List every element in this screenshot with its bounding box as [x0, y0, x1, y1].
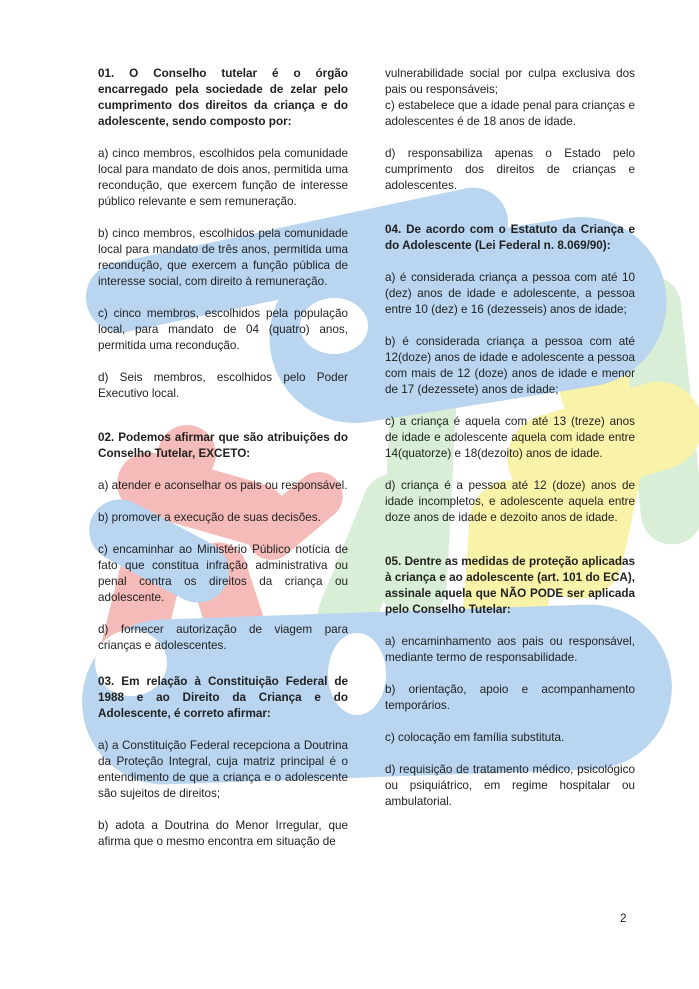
question-05-option-c: c) colocação em família substituta. [385, 731, 565, 744]
question-05-option-b: b) orientação, apoio e acompanhamento temporários. [385, 683, 635, 712]
question-03-header: 03. Em relação à Constituição Federal de 1988 e ao Direito da Criança e do Adolescente, é correto afirmar: [98, 675, 348, 720]
question-01-option-d: d) Seis membros, escolhidos pelo Poder Executivo local. [98, 371, 348, 400]
question-02-option-b: b) promover a execução de suas decisões. [98, 511, 321, 524]
question-01-option-b: b) cinco membros, escolhidos pela comunidade local para mandato de três anos, permitida uma recondução, que exercem a função pública de interesse social, com direito à remuneração. [98, 227, 348, 288]
question-05-option-d: d) requisição de tratamento médico, psicológico ou psiquiátrico, em regime hospitalar ou ambulatorial. [385, 763, 635, 808]
question-05-option-a: a) encaminhamento aos pais ou responsável, mediante termo de responsabilidade. [385, 635, 635, 664]
question-03-option-b: b) adota a Doutrina do Menor Irregular, que afirma que o mesmo encontra em situação de [98, 819, 348, 848]
page-number: 2 [620, 912, 627, 925]
two-column-text [98, 66, 635, 850]
question-04-option-c: c) a criança é aquela com até 13 (treze) anos de idade e adolescente aquela com idade entre 14(quatorze) e 18(dezoito) anos de idade. [385, 415, 635, 460]
question-04-option-b: b) é considerada criança a pessoa com até 12(doze) anos de idade e adolescente a pessoa com mais de 12 (doze) anos de idade e menor de 17 (dezessete) anos de idade; [385, 335, 635, 396]
question-02-header: 02. Podemos afirmar que são atribuições do Conselho Tutelar, EXCETO: [98, 431, 348, 460]
question-03-option-c: c) estabelece que a idade penal para crianças e adolescentes é de 18 anos de idade. [385, 99, 635, 128]
question-02-option-d: d) fornecer autorização de viagem para crianças e adolescentes. [98, 623, 348, 652]
question-04-header: 04. De acordo com o Estatuto da Criança e do Adolescente (Lei Federal n. 8.069/90): [385, 223, 635, 252]
question-02-option-a: a) atender e aconselhar os pais ou responsável. [98, 479, 348, 492]
question-01-option-a: a) cinco membros, escolhidos pela comunidade local para mandato de dois anos, permitida uma recondução, que exercem função de interesse público relevante e sem remuneração. [98, 147, 348, 208]
question-01-header: 01. O Conselho tutelar é o órgão encarregado pela sociedade de zelar pelo cumprimento dos direitos da criança e do adolescente, sendo composto por: [98, 67, 348, 128]
question-01-option-c: c) cinco membros, escolhidos pela população local, para mandato de 04 (quatro) anos, permitida uma recondução. [98, 307, 348, 352]
question-04-option-a: a) é considerada criança a pessoa com até 10 (dez) anos de idade e adolescente, a pessoa entre 10 (dez) e 16 (dezesseis) anos de idade; [385, 271, 635, 316]
question-03-option-b-continued: vulnerabilidade social por culpa exclusiva dos pais ou responsáveis; [385, 67, 635, 96]
right-column [385, 66, 635, 850]
question-05-header: 05. Dentre as medidas de proteção aplicadas à criança e ao adolescente (art. 101 do ECA), assinale aquela que NÃO PODE ser aplicada pelo Conselho Tutelar: [385, 555, 635, 616]
question-03-option-d: d) responsabiliza apenas o Estado pelo cumprimento dos direitos de crianças e adolescentes. [385, 147, 635, 192]
question-03-option-a: a) a Constituição Federal recepciona a Doutrina da Proteção Integral, cuja matriz principal é o entendimento de que a criança e o adolescente são sujeitos de direitos; [98, 739, 348, 800]
question-04-option-d: d) criança é a pessoa até 12 (doze) anos de idade incompletos, e adolescente aquela entre doze anos de idade e dezoito anos de idade. [385, 479, 635, 524]
left-column [98, 66, 348, 850]
question-02-option-c: c) encaminhar ao Ministério Público notícia de fato que constitua infração administrativa ou penal contra os direitos da criança ou adolescente. [98, 543, 348, 604]
